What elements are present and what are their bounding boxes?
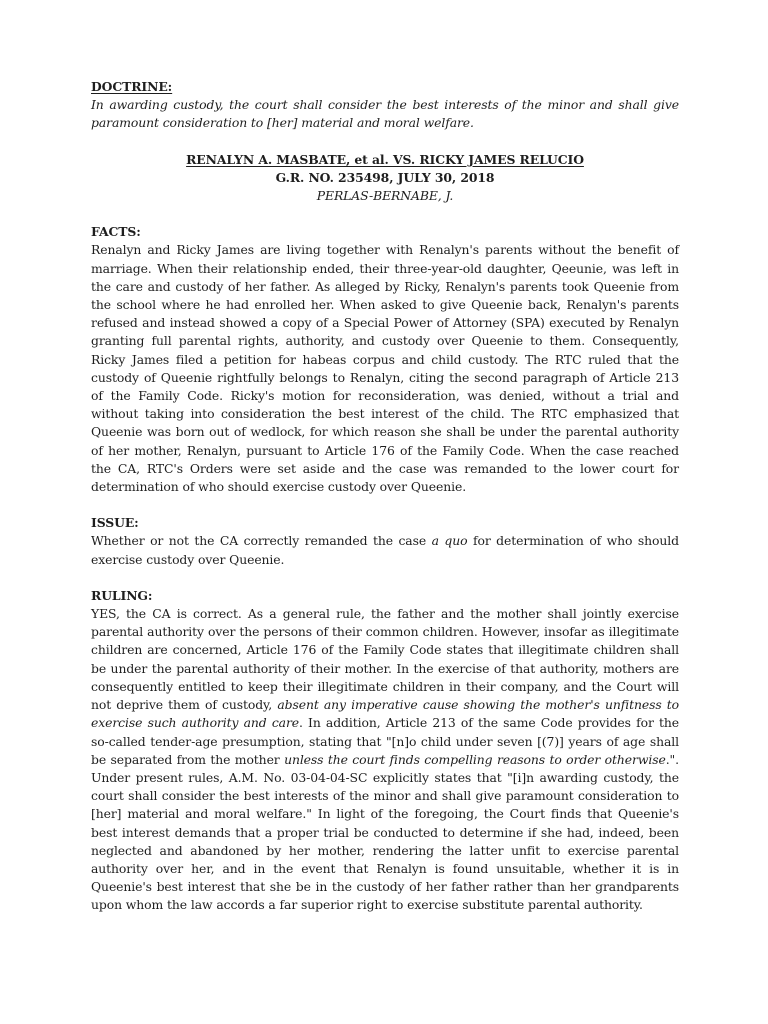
issue-text-end: for determination of who should exercise custody over Queenie. [91, 533, 679, 567]
document-page [91, 78, 679, 915]
issue-text-italic: a quo [431, 533, 468, 549]
ruling-text-italic2: unless the court finds compelling reasons to order otherwise [284, 751, 666, 767]
facts-section [91, 223, 679, 496]
ruling-section [91, 587, 679, 915]
issue-section [91, 514, 679, 569]
doctrine-section [91, 78, 679, 133]
ruling-text-part3: .". Under present rules, A.M. No. 03-04-04-SC explicitly states that "[i]n awarding custody, the court shall consider the best interests of the minor and shall give paramount consideration to [her] material and moral welfare." In light of the foregoing, the Court finds that Queenie's best interest demands that a proper trial be conducted to determine if she had, indeed, been neglected and abandoned by her mother, rendering the latter unfit to exercise parental authority over her, and in the event that Renalyn is found unsuitable, whether it is in Queenie's best interest that she be in the custody of her father rather than her grandparents upon whom the law accords a far superior right to exercise substitute parental authority. [91, 751, 679, 913]
facts-heading: FACTS: [91, 224, 141, 240]
case-ponente: PERLAS-BERNABE, J. [316, 188, 454, 204]
case-gr-number: G.R. NO. 235498, JULY 30, 2018 [275, 169, 495, 185]
doctrine-text: In awarding custody, the court shall consider the best interests of the minor and shall give paramount consideration to [her] material and moral welfare. [91, 97, 679, 131]
ruling-text-part1: YES, the CA is correct. As a general rule, the father and the mother shall jointly exercise parental authority over the persons of their common children. However, insofar as illegitimate children are concerned, Article 176 of the Family Code states that illegitimate children shall be under the parental authority of their mother. In the exercise of that authority, mothers are consequently entitled to keep their illegitimate children in their company, and the Court will not deprive them of custody, [91, 606, 679, 713]
facts-text: Renalyn and Ricky James are living together with Renalyn's parents without the benefit of marriage. When their relationship ended, their three-year-old daughter, Qeeunie, was left in the care and custody of her father. As alleged by Ricky, Renalyn's parents took Queenie from the school where he had enrolled her. When asked to give Queenie back, Renalyn's parents refused and instead showed a copy of a Special Power of Attorney (SPA) executed by Renalyn granting full parental rights, authority, and custody over Queenie to them. Consequently, Ricky James filed a petition for habeas corpus and child custody. The RTC ruled that the custody of Queenie rightfully belongs to Renalyn, citing the second paragraph of Article 213 of the Family Code. Ricky's motion for reconsideration, was denied, without a trial and without taking into consideration the best interest of the child. The RTC emphasized that Queenie was born out of wedlock, for which reason she shall be under the parental authority of her mother, Renalyn, pursuant to Article 176 of the Family Code. When the case reached the CA, RTC's Orders were set aside and the case was remanded to the lower court for determination of who should exercise custody over Queenie. [91, 242, 679, 495]
case-title: RENALYN A. MASBATE, et al. VS. RICKY JAMES RELUCIO [186, 151, 584, 167]
issue-text-start: Whether or not the CA correctly remanded the case [91, 533, 432, 549]
doctrine-heading: DOCTRINE: [91, 79, 173, 94]
ruling-text-part2: . In addition, Article 213 of the same Code provides for the so-called tender-age presumption, stating that "[n]o child under seven [(7)] years of age shall be separated from the mother [91, 715, 679, 767]
case-caption [91, 151, 679, 206]
issue-text [91, 532, 679, 568]
issue-heading: ISSUE: [91, 515, 139, 531]
ruling-text-italic1: absent any imperative cause showing the mother's unfitness to exercise such authority and care [91, 697, 680, 731]
ruling-text [91, 605, 679, 914]
ruling-heading: RULING: [91, 587, 153, 603]
